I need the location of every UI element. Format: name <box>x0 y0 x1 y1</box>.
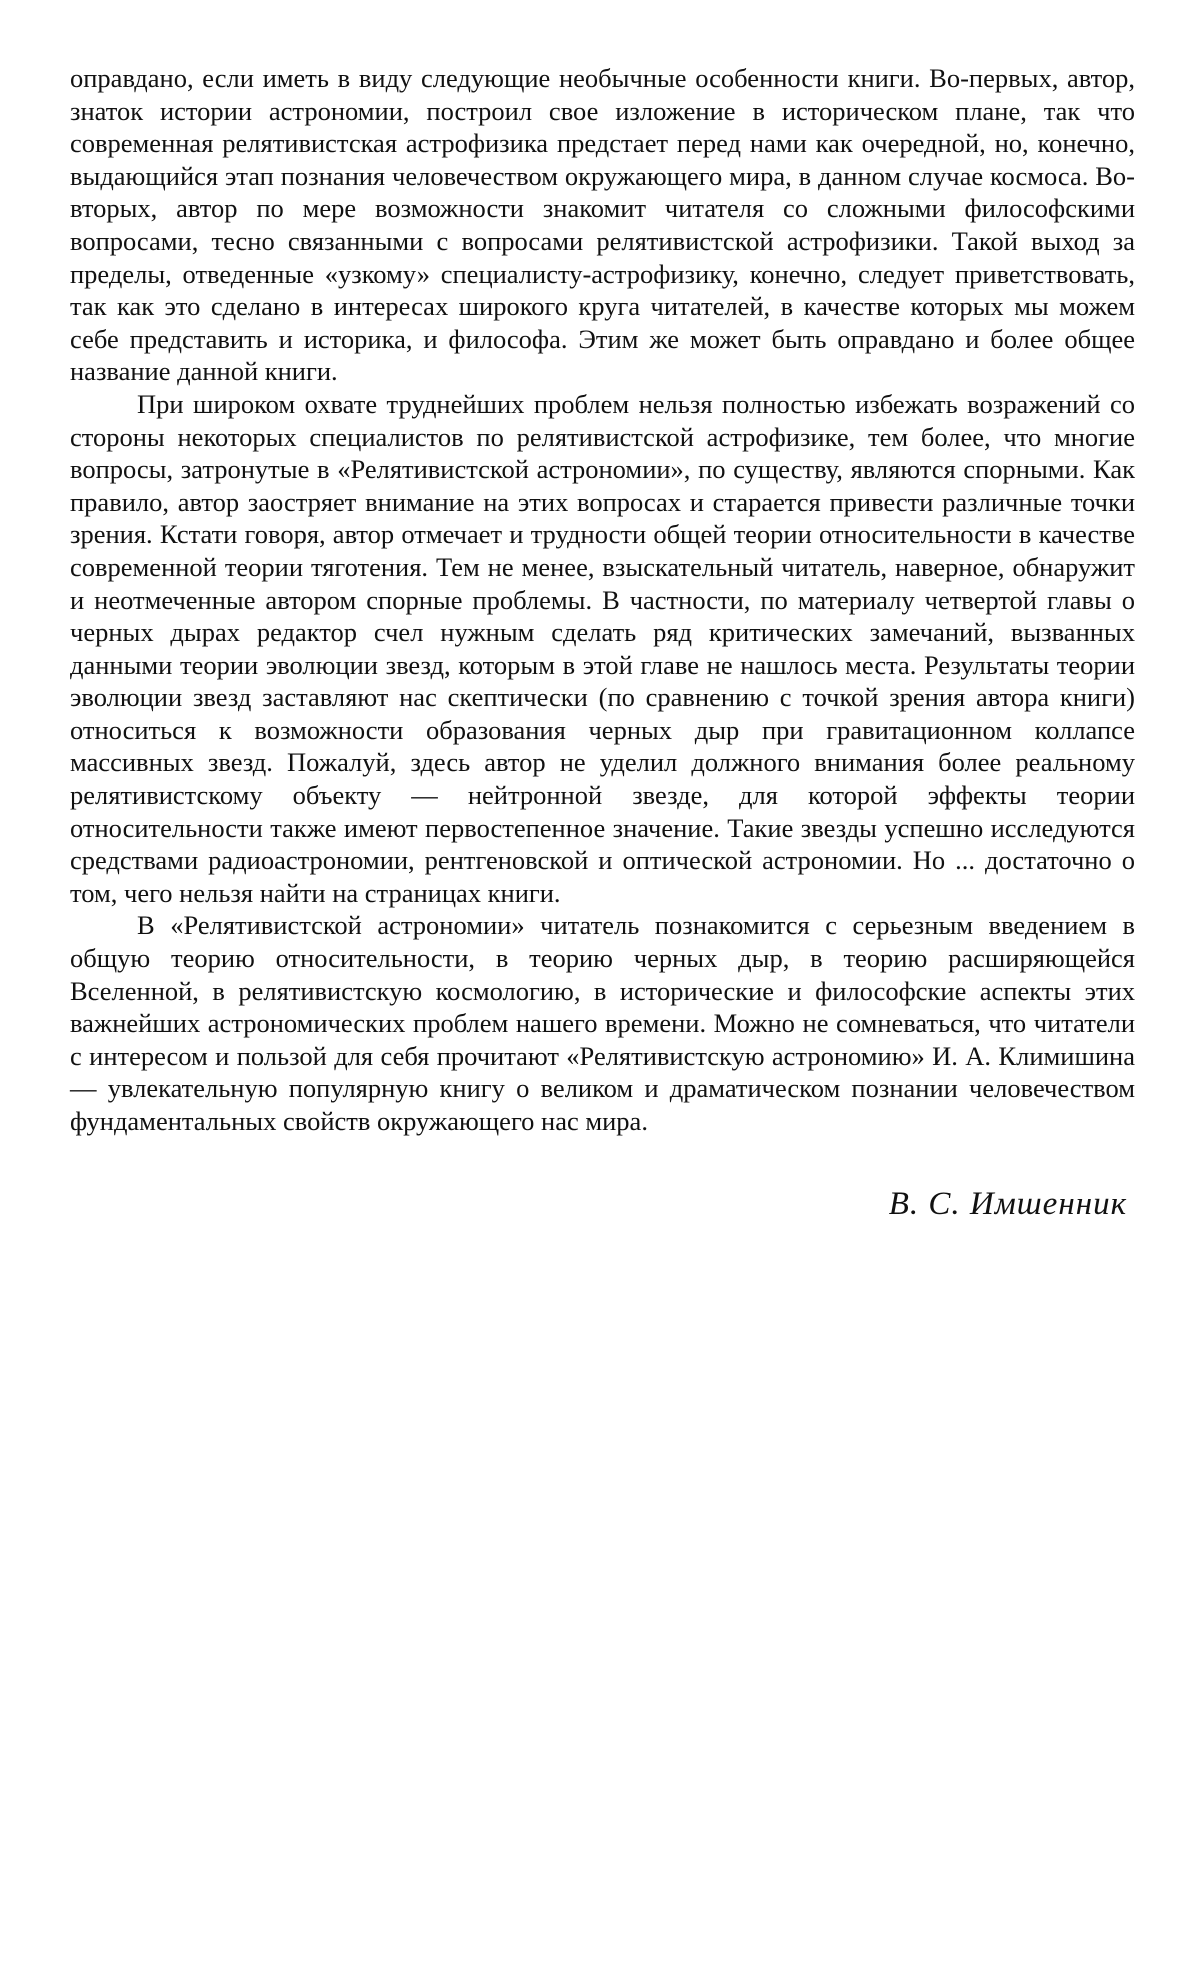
paragraph-1: оправдано, если иметь в виду следующие необычные особенности книги. Во-первых, автор, знаток истории астрономии, построил свое изложение в историческом плане, так что современная релятивистская астрофизика предстает перед нами как очередной, но, конечно, выдающийся этап познания человечеством окружающего мира, в данном случае космоса. Во-вторых, автор по мере возможности знакомит читателя со сложными философскими вопросами, тесно связанными с вопросами релятивистской астрофизики. Такой выход за пределы, отведенные «узкому» специалисту-астрофизику, конечно, следует приветствовать, так как это сделано в интересах широкого круга читателей, в качестве которых мы можем себе представить и историка, и философа. Этим же может быть оправдано и более общее название данной книги. <box>70 63 1135 387</box>
author-signature: В. С. Имшенник <box>888 1185 1127 1222</box>
document-page <box>70 62 1135 1220</box>
paragraph-2: При широком охвате труднейших проблем нельзя полностью избежать возражений со стороны некоторых специалистов по релятивистской астрофизике, тем более, что многие вопросы, затронутые в «Релятивистской астрономии», по существу, являются спорными. Как правило, автор заостряет внимание на этих вопросах и старается привести различные точки зрения. Кстати говоря, автор отмечает и трудности общей теории относительности в качестве современной теории тяготения. Тем не менее, взыскательный читатель, наверное, обнаружит и неотмеченные автором спорные проблемы. В частности, по материалу четвертой главы о черных дырах редактор счел нужным сделать ряд критических замечаний, вызванных данными теории эволюции звезд, которым в этой главе не нашлось места. Результаты теории эволюции звезд заставляют нас скептически (по сравнению с точкой зрения автора книги) относиться к возможности образования черных дыр при гравитационном коллапсе массивных звезд. Пожалуй, здесь автор не уделил должного внимания более реальному релятивистскому объекту — нейтронной звезде, для которой эффекты теории относительности также имеют первостепенное значение. Такие звезды успешно исследуются средствами радиоастрономии, рентгеновской и оптической астрономии. Но ... достаточно о том, чего нельзя найти на страницах книги. <box>70 388 1135 908</box>
paragraph-3: В «Релятивистской астрономии» читатель познакомится с серьезным введением в общую теорию относительности, в теорию черных дыр, в теорию расширяющейся Вселенной, в релятивистскую космологию, в исторические и философские аспекты этих важнейших астрономических проблем нашего времени. Можно не сомневаться, что читатели с интересом и пользой для себя прочитают «Релятивистскую астрономию» И. А. Климишина — увлекательную популярную книгу о великом и драматическом познании человечеством фундаментальных свойств окружающего нас мира. <box>70 910 1135 1136</box>
